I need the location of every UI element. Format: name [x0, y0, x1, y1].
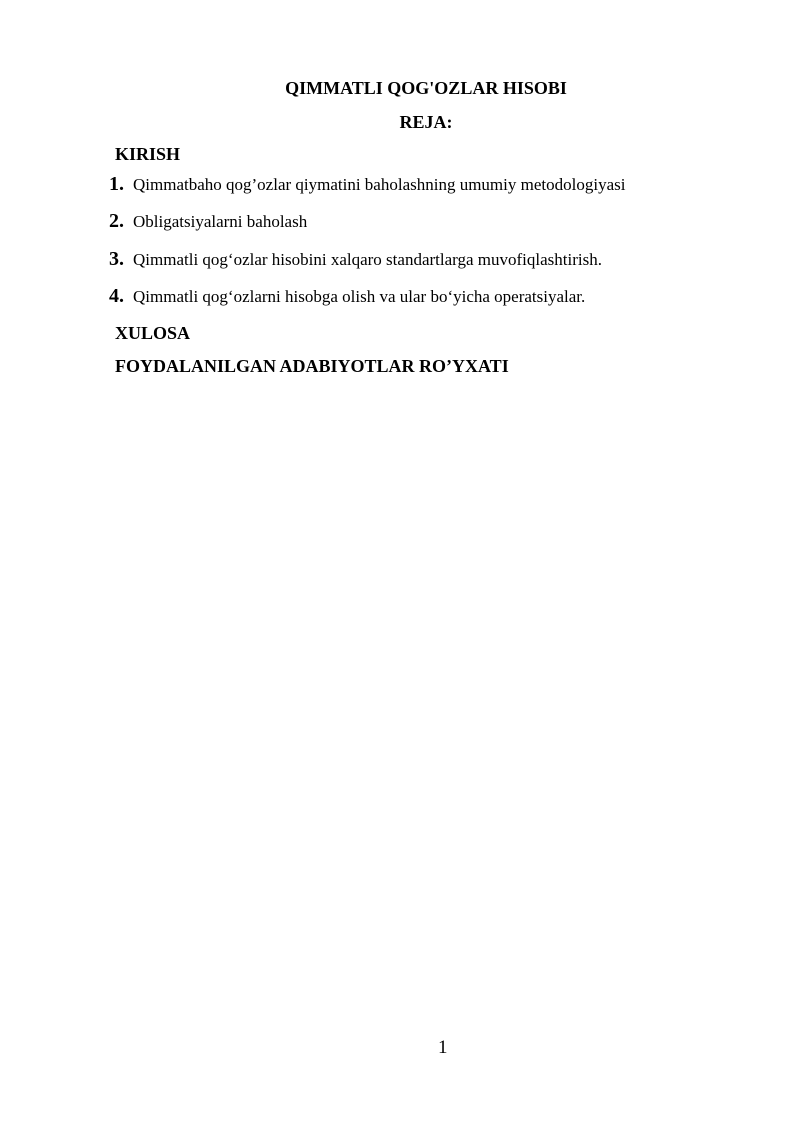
plan-item-number: 3. — [109, 248, 124, 270]
conclusion-heading: XULOSA — [115, 323, 191, 343]
plan-item-text: Obligatsiyalarni baholash — [133, 212, 308, 231]
page-number: 1 — [438, 1037, 448, 1058]
document-title: QIMMATLI QOG'OZLAR HISOBI — [285, 78, 567, 98]
plan-item-text: Qimmatli qog‘ozlar hisobini xalqaro standartlarga muvofiqlashtirish. — [133, 250, 602, 269]
plan-heading: REJA: — [399, 112, 453, 132]
references-heading: FOYDALANILGAN ADABIYOTLAR RO’YXATI — [115, 356, 509, 376]
plan-item-number: 1. — [109, 173, 124, 195]
plan-item — [109, 210, 307, 236]
plan-item — [109, 248, 602, 274]
intro-heading: KIRISH — [115, 144, 181, 164]
plan-item-number: 4. — [109, 285, 124, 307]
plan-item-number: 2. — [109, 210, 124, 232]
plan-item-text: Qimmatbaho qog’ozlar qiymatini baholashning umumiy metodologiyasi — [133, 175, 626, 194]
plan-item — [109, 173, 625, 199]
plan-item-text: Qimmatli qog‘ozlarni hisobga olish va ular bo‘yicha operatsiyalar. — [133, 287, 586, 306]
plan-item — [109, 285, 585, 311]
